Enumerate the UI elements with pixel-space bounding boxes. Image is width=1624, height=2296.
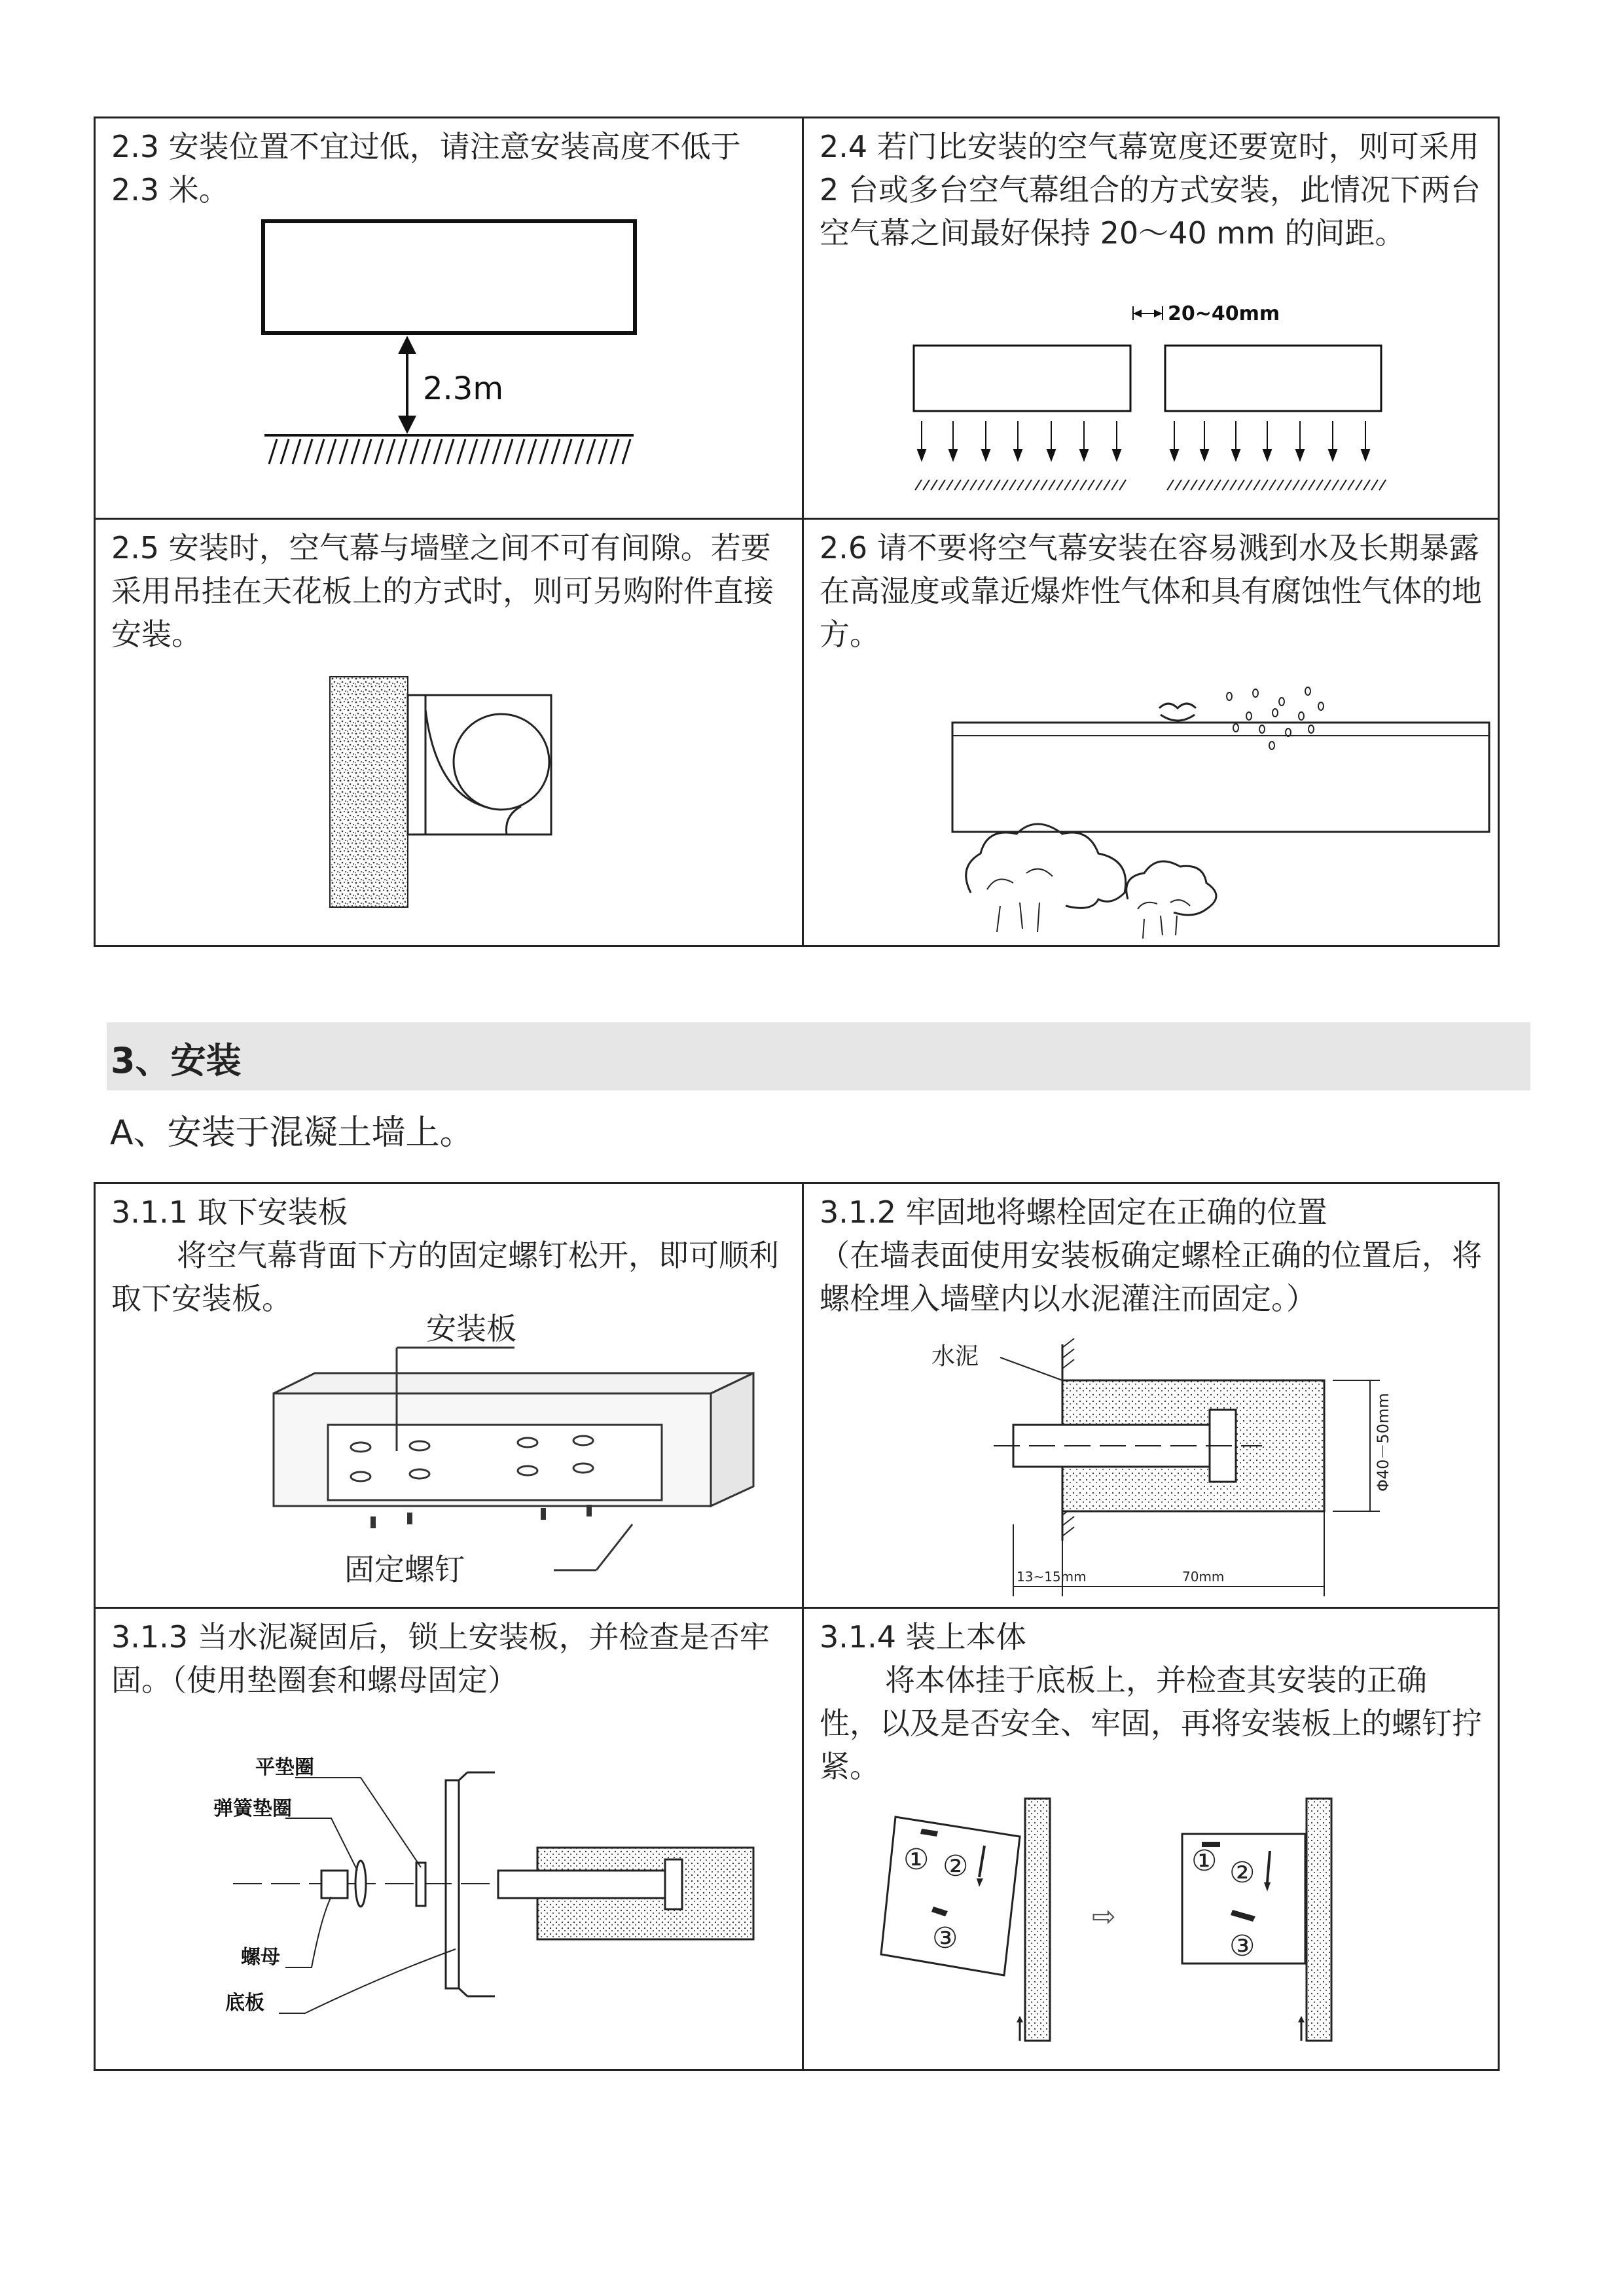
spring-washer-label: 弹簧垫圈	[213, 1797, 292, 1820]
cell-3-1-2-title: 3.1.2 牢固地将螺栓固定在正确的位置	[820, 1194, 1327, 1230]
hazard-figure	[804, 520, 1498, 947]
cell-2-5-text: 2.5 安装时，空气幕与墙壁之间不可有间隙。若要采用吊挂在天花板上的方式时，则可另购附件直接安装。	[111, 530, 774, 652]
cell-2-4	[803, 118, 1499, 519]
cell-3-1-3-title: 3.1.3 当水泥凝固后，锁上安装板，并检查是否牢固。（使用垫圈套和螺母固定）	[111, 1619, 770, 1698]
cell-2-3-text: 2.3 安装位置不宜过低，请注意安装高度不低于 2.3 米。	[111, 129, 741, 207]
cement-label: 水泥	[931, 1343, 979, 1370]
cell-2-6	[803, 519, 1499, 946]
height-figure	[96, 118, 802, 520]
install-position-table	[94, 117, 1500, 947]
cell-3-1-2-body: （在墙表面使用安装板确定螺栓正确的位置后，将螺栓埋入墙壁内以水泥灌注而固定。）	[820, 1238, 1482, 1316]
nut-label: 螺母	[241, 1946, 280, 1969]
cell-2-6-text: 2.6 请不要将空气幕安装在容易溅到水及长期暴露在高湿度或靠近爆炸性气体和具有腐蚀性气体的地方。	[820, 530, 1482, 652]
bolt-figure	[804, 1184, 1498, 1609]
cell-3-1-3	[95, 1608, 803, 2070]
cell-3-1-1	[95, 1183, 803, 1608]
height-label: 2.3m	[423, 370, 504, 407]
install-steps-table	[94, 1182, 1500, 2071]
step-marker-1b: ①	[1191, 1844, 1218, 1878]
step-marker-1: ①	[903, 1843, 929, 1876]
step-marker-3b: ③	[1229, 1929, 1255, 1963]
section-title: 3、安装	[111, 1040, 242, 1081]
washer-figure	[96, 1609, 802, 2071]
wall-mount-figure	[96, 520, 802, 947]
gap-label: 20~40mm	[1168, 302, 1280, 325]
gap-dim-label: 13~15mm	[1017, 1569, 1087, 1585]
cell-2-3	[95, 118, 803, 519]
cell-3-1-1-body: 将空气幕背面下方的固定螺钉松开，即可顺利取下安装板。	[111, 1238, 779, 1316]
cell-3-1-4-body: 将本体挂于底板上，并检查其安装的正确性，以及是否安全、牢固，再将安装板上的螺钉拧紧。	[820, 1662, 1482, 1784]
spacing-figure	[804, 118, 1498, 520]
plate-label: 安装板	[426, 1311, 516, 1346]
screw-label: 固定螺钉	[344, 1552, 465, 1587]
cell-3-1-2	[803, 1183, 1499, 1608]
cell-3-1-4-title: 3.1.4 装上本体	[820, 1619, 1026, 1655]
step-marker-3: ③	[932, 1922, 958, 1955]
cell-2-5	[95, 519, 803, 946]
subheading: A、安装于混凝土墙上。	[110, 1113, 474, 1153]
transition-arrow: ⇨	[1092, 1900, 1116, 1933]
length-dim-label: 70mm	[1182, 1569, 1225, 1585]
mounting-plate-figure	[96, 1184, 802, 1609]
step-marker-2: ②	[943, 1850, 969, 1883]
section-header	[107, 1022, 1530, 1090]
cell-2-4-text: 2.4 若门比安装的空气幕宽度还要宽时，则可采用 2 台或多台空气幕组合的方式安装，此情况下两台空气幕之间最好保持 20～40 mm 的间距。	[820, 129, 1481, 251]
flat-washer-label: 平垫圈	[255, 1756, 314, 1779]
base-label: 底板	[225, 1992, 264, 2015]
step-marker-2b: ②	[1229, 1856, 1255, 1890]
cell-3-1-1-title: 3.1.1 取下安装板	[111, 1194, 348, 1230]
depth-label: Φ40－50mm	[1374, 1393, 1392, 1492]
cell-3-1-4	[803, 1608, 1499, 2070]
hang-body-figure	[804, 1609, 1498, 2071]
